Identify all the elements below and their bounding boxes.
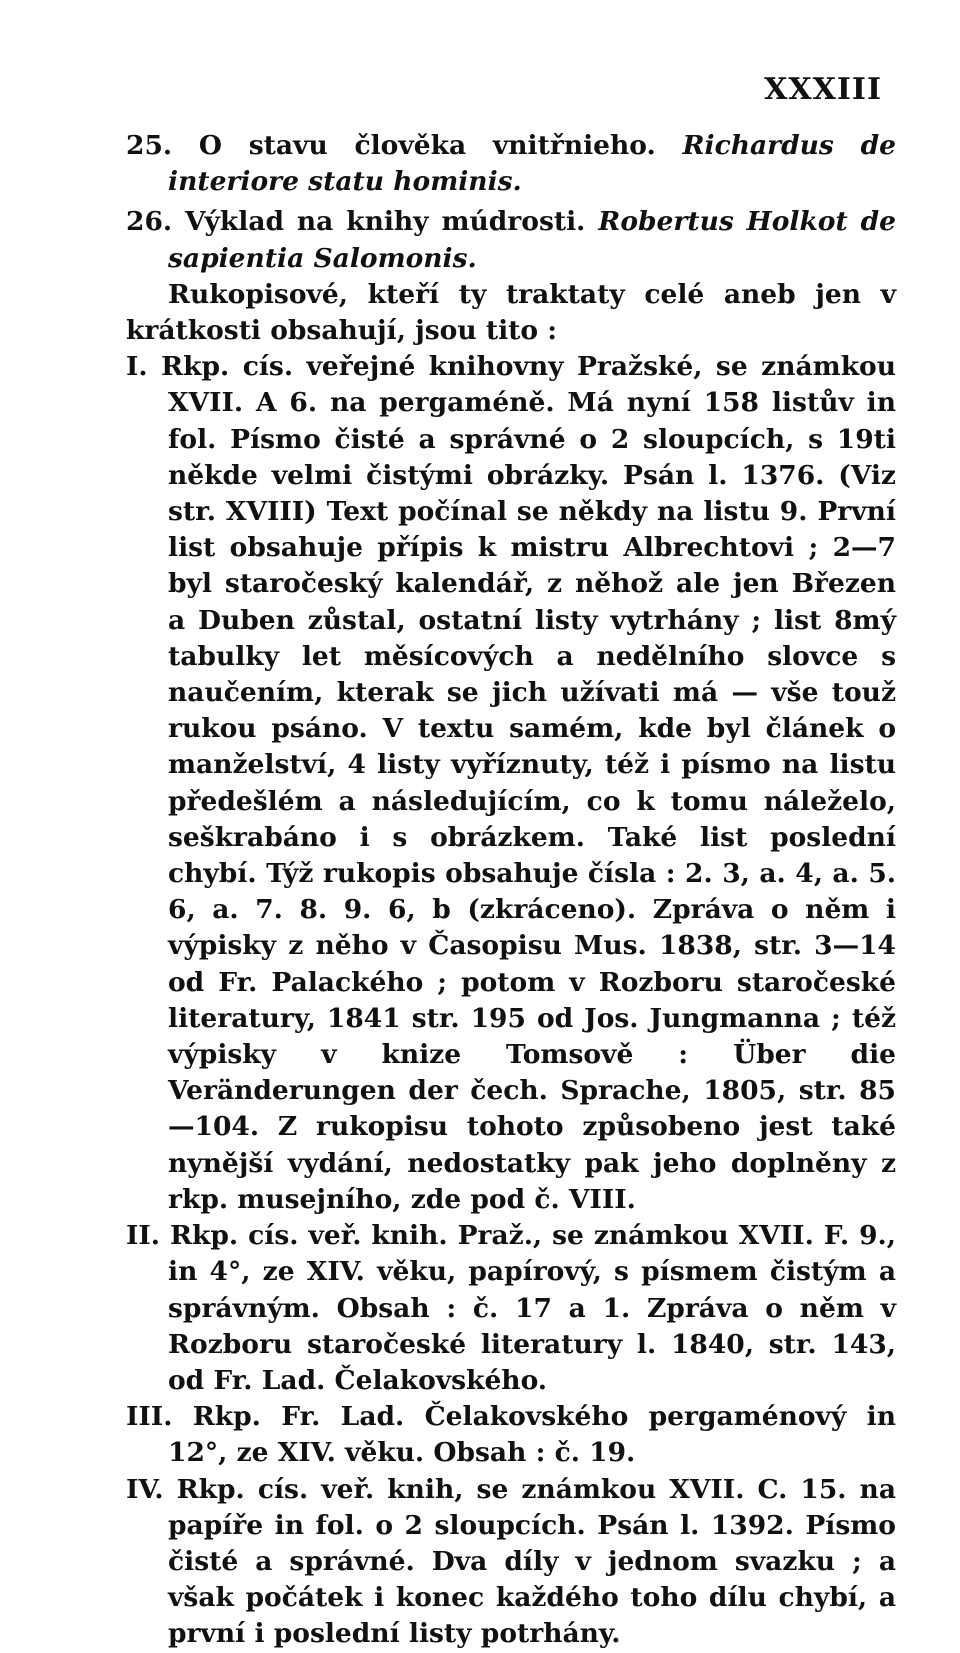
item-latin-title: Richardus de interiore statu hominis.	[168, 130, 896, 198]
page-number: XXXIII	[764, 72, 882, 107]
item-26	[126, 204, 896, 276]
item-25	[126, 128, 896, 200]
item-number: 26.	[126, 206, 173, 238]
manuscript-description: Rkp. Fr. Lad. Čelakovského pergaménový in 12°, ze XIV. věku. Obsah : č. 19.	[168, 1401, 896, 1469]
manuscript-2	[126, 1218, 896, 1399]
manuscript-label: II.	[126, 1220, 161, 1252]
manuscript-3	[126, 1399, 896, 1471]
manuscript-1	[126, 349, 896, 1218]
manuscript-label: III.	[126, 1401, 173, 1433]
item-czech-title: O stavu člověka vnitřnieho.	[198, 130, 656, 161]
item-latin-title: Robertus Holkot de sapientia Salomonis.	[168, 206, 896, 274]
manuscripts-intro: Rukopisové, kteří ty traktaty celé aneb jen v krátkosti obsahují, jsou tito :	[126, 278, 896, 347]
manuscript-description: Rkp. cís. veř. knih, se známkou XVII. C. 15. na papíře in fol. o 2 sloupcích. Psán l. 1392. Písmo čisté a správné. Dva díly v jednom svazku ; a však počátek i konec každého toho dílu chybí, a první i poslední listy potrhány.	[168, 1473, 896, 1650]
item-czech-title: Výklad na knihy múdrosti.	[185, 206, 586, 238]
item-number: 25.	[126, 130, 173, 161]
page-body	[126, 128, 896, 1653]
manuscript-description: Rkp. cís. veř. knih. Praž., se známkou XVII. F. 9., in 4°, ze XIV. věku, papírový, s písmem čistým a správným. Obsah : č. 17 a 1. Zpráva o něm v Rozboru staročeské literatury l. 1840, str. 143, od Fr. Lad. Čelakovského.	[168, 1220, 897, 1396]
manuscript-label: IV.	[126, 1473, 164, 1505]
manuscript-description: Rkp. cís. veřejné knihovny Pražské, se známkou XVII. A 6. na pergaméně. Má nyní 158 listův in fol. Písmo čisté a správné o 2 sloupcích, s 19ti někde velmi čistými obrázky. Psán l. 1376. (Viz str. XVIII) Text počínal se někdy na listu 9. První list obsahuje přípis k mistru Albrechtovi ; 2—7 byl staročeský kalendář, z něhož ale jen Březen a Duben zůstal, ostatní listy vytrhány ; list 8mý tabulky let měsícových a nedělního slovce s naučením, kterak se jich užívati má — vše touž rukou psáno. V textu samém, kde byl článek o manželství, 4 listy vyříznuty, též i písmo na listu předešlém a následujícím, co k tomu náleželo, seškrabáno i s obrázkem. Také list poslední chybí. Týž rukopis obsahuje čísla : 2. 3, a. 4, a. 5. 6, a. 7. 8. 9. 6, b (zkráceno). Zpráva o něm i výpisky z něho v Časopisu Mus. 1838, str. 3—14 od Fr. Palackého ; potom v Rozboru staročeské literatury, 1841 str. 195 od Jos. Jungmanna ; též výpisky v knize Tomsově : Über die Veränderungen der čech. Sprache, 1805, str. 85—104. Z rukopisu tohoto způsobeno jest také nynější vydání, nedostatky pak jeho doplněny z rkp. musejního, zde pod č. VIII.	[161, 351, 897, 1215]
manuscript-label: I.	[126, 351, 148, 383]
manuscript-4	[126, 1472, 896, 1653]
